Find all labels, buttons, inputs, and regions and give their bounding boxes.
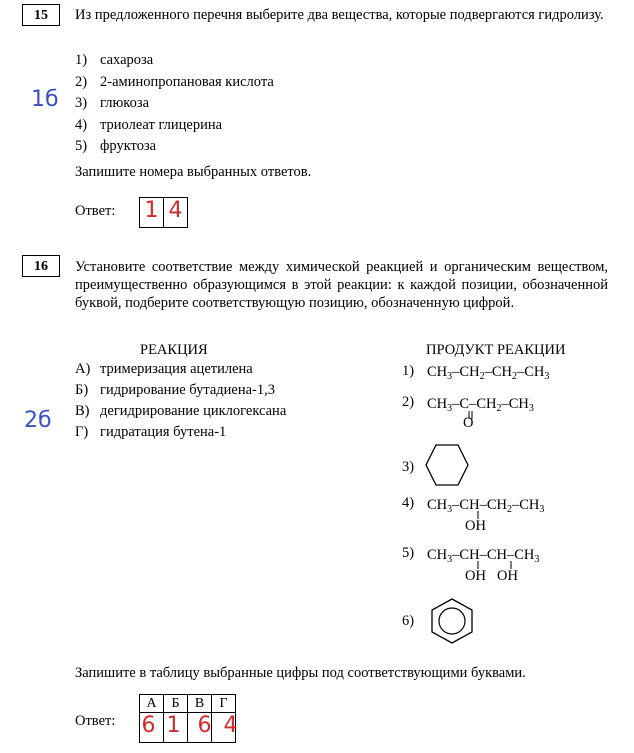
grade-mark-q16: 2б — [24, 408, 52, 433]
answer-value: 1 — [166, 713, 181, 738]
list-item: 4) триолеат глицерина — [75, 117, 223, 133]
answer-value: 6 — [141, 713, 156, 738]
formula-5: $CH_3-CH-CH-CH_3$ — [427, 547, 540, 565]
question-16-text: Установите соответствие между химической реакцией и органическим веществом, преимущественно образующимся в этой реакции: к каждой позиции, обозначенной буквой, подберите соответствующую позицию, обозначенную цифрой. — [75, 259, 608, 311]
list-item: В) дегидрирование циклогексана — [75, 403, 287, 419]
q16-instruction: Запишите в таблицу выбранные цифры под соответствующими буквами. — [75, 665, 526, 681]
product-column-header: ПРОДУКТ РЕАКЦИИ — [426, 342, 566, 358]
cyclohexane-icon — [424, 443, 470, 487]
q16-answer-label: Ответ: — [75, 713, 116, 729]
list-item: А) тримеризация ацетилена — [75, 361, 253, 377]
answer-value: 4 — [223, 713, 238, 738]
formula-2: $CH_3-C-CH_2-CH_3$ — [427, 396, 534, 414]
question-number-15: 15 — [22, 4, 60, 26]
formula-1: $CH_3-CH_2-CH_2-CH_3$ — [427, 364, 550, 382]
list-item: Б) гидрирование бутадиена-1,3 — [75, 382, 276, 398]
list-item: 5) фруктоза — [75, 138, 157, 154]
list-item: 1) сахароза — [75, 52, 154, 68]
table-header: В — [194, 696, 205, 711]
q15-answer-label: Ответ: — [75, 203, 116, 219]
formula-4: $CH_3-CH-CH_2-CH_3$ — [427, 497, 545, 515]
benzene-icon — [428, 597, 476, 645]
q15-instruction: Запишите номера выбранных ответов. — [75, 164, 312, 180]
reaction-column-header: РЕАКЦИЯ — [140, 342, 208, 358]
table-header: Б — [171, 696, 180, 711]
table-header: Г — [219, 696, 228, 711]
answer-value: 4 — [168, 198, 183, 223]
answer-value: 6 — [197, 713, 212, 738]
table-header: А — [146, 696, 157, 711]
answer-value: 1 — [144, 198, 159, 223]
question-number-16: 16 — [22, 255, 60, 277]
list-item: 3) глюкоза — [75, 95, 150, 111]
list-item: 2) 2-аминопропановая кислота — [75, 74, 274, 90]
list-item: Г) гидратация бутена-1 — [75, 424, 227, 440]
question-15-text: Из предложенного перечня выберите два вещества, которые подвергаются гидролизу. — [75, 7, 604, 23]
grade-mark-q15: 1б — [31, 87, 59, 112]
